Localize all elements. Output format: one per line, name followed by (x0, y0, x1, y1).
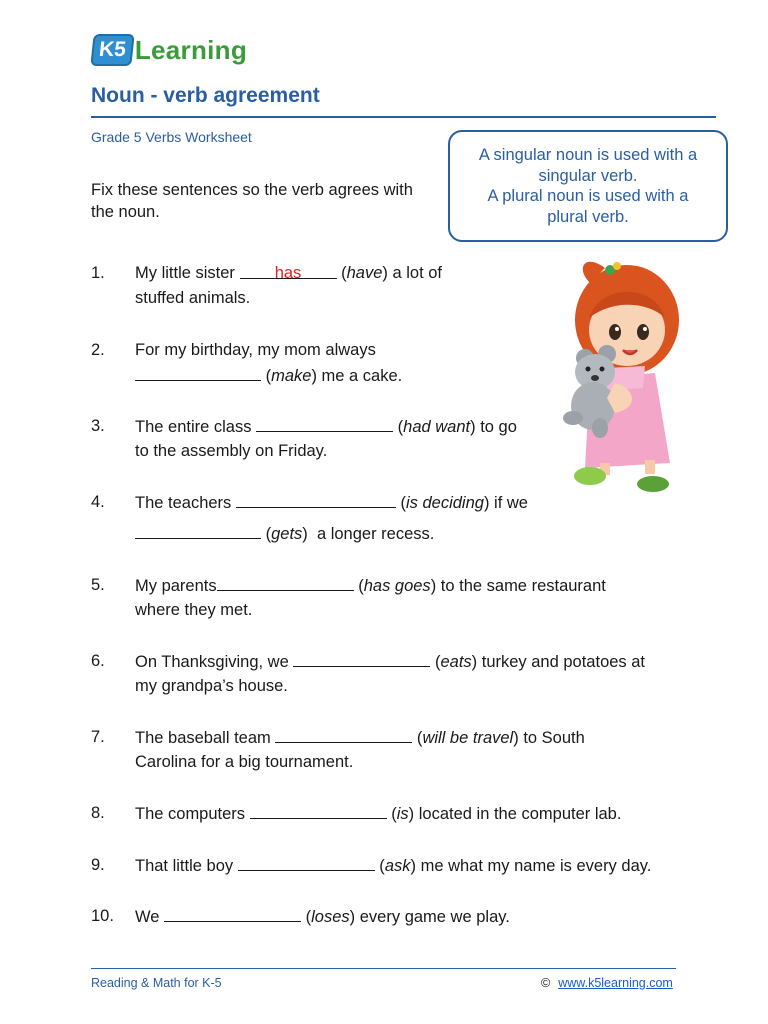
question-number: 2. (91, 341, 105, 359)
question-number: 10. (91, 907, 114, 925)
copyright-symbol: © (541, 976, 551, 990)
callout-line-4: plural verb. (547, 207, 629, 226)
question-number: 5. (91, 576, 105, 594)
question-number: 4. (91, 493, 105, 511)
answer-blank[interactable] (293, 649, 430, 667)
verb-hint-2: gets (271, 525, 303, 543)
answer-blank[interactable] (256, 414, 393, 432)
verb-hint: make (271, 367, 312, 385)
answer-blank[interactable] (275, 725, 412, 743)
girl-with-teddy-bear-illustration (545, 248, 695, 498)
answer-blank[interactable] (238, 853, 375, 871)
footer-copyright (541, 976, 673, 990)
answer-blank[interactable] (217, 573, 354, 591)
verb-hint: ask (384, 857, 411, 875)
verb-hint: will be travel (422, 729, 514, 747)
callout-line-1: A singular noun is used with a (478, 146, 698, 164)
instructions: Fix these sentences so the verb agrees with the noun. (91, 181, 413, 221)
question-number: 1. (91, 264, 105, 282)
website-link[interactable]: www.k5learning.com (558, 976, 673, 990)
verb-hint: have (346, 264, 383, 282)
question-number: 3. (91, 417, 105, 435)
answer-blank[interactable] (236, 490, 396, 508)
k5-learning-logo (92, 30, 247, 70)
verb-hint: had want (403, 418, 471, 436)
footer-tagline: Reading & Math for K-5 (91, 976, 222, 990)
answer-blank-2[interactable] (135, 521, 261, 539)
page-title: Noun - verb agreement (91, 84, 320, 107)
verb-hint: is deciding (405, 494, 484, 512)
callout-line-2: singular verb. (538, 166, 638, 185)
footer-divider (91, 968, 676, 969)
question-number: 6. (91, 652, 105, 670)
logo-word: Learning (134, 34, 248, 65)
logo-badge: K5 (90, 34, 134, 66)
answer-blank[interactable] (135, 363, 261, 381)
filled-answer: has (274, 264, 302, 282)
question-number: 7. (91, 728, 105, 746)
callout-line-3: A plural noun is used with a (487, 187, 689, 205)
answer-blank[interactable] (250, 801, 387, 819)
question-number: 9. (91, 856, 105, 874)
page-subtitle: Grade 5 Verbs Worksheet (91, 129, 252, 145)
verb-hint: has goes (363, 577, 431, 595)
answer-blank[interactable] (240, 261, 337, 282)
verb-hint: loses (311, 908, 350, 926)
question-number: 8. (91, 804, 105, 822)
verb-hint: is (396, 805, 409, 823)
title-divider (91, 116, 716, 118)
answer-blank[interactable] (164, 904, 301, 922)
verb-hint: eats (440, 653, 472, 671)
rule-callout-box (448, 130, 728, 242)
